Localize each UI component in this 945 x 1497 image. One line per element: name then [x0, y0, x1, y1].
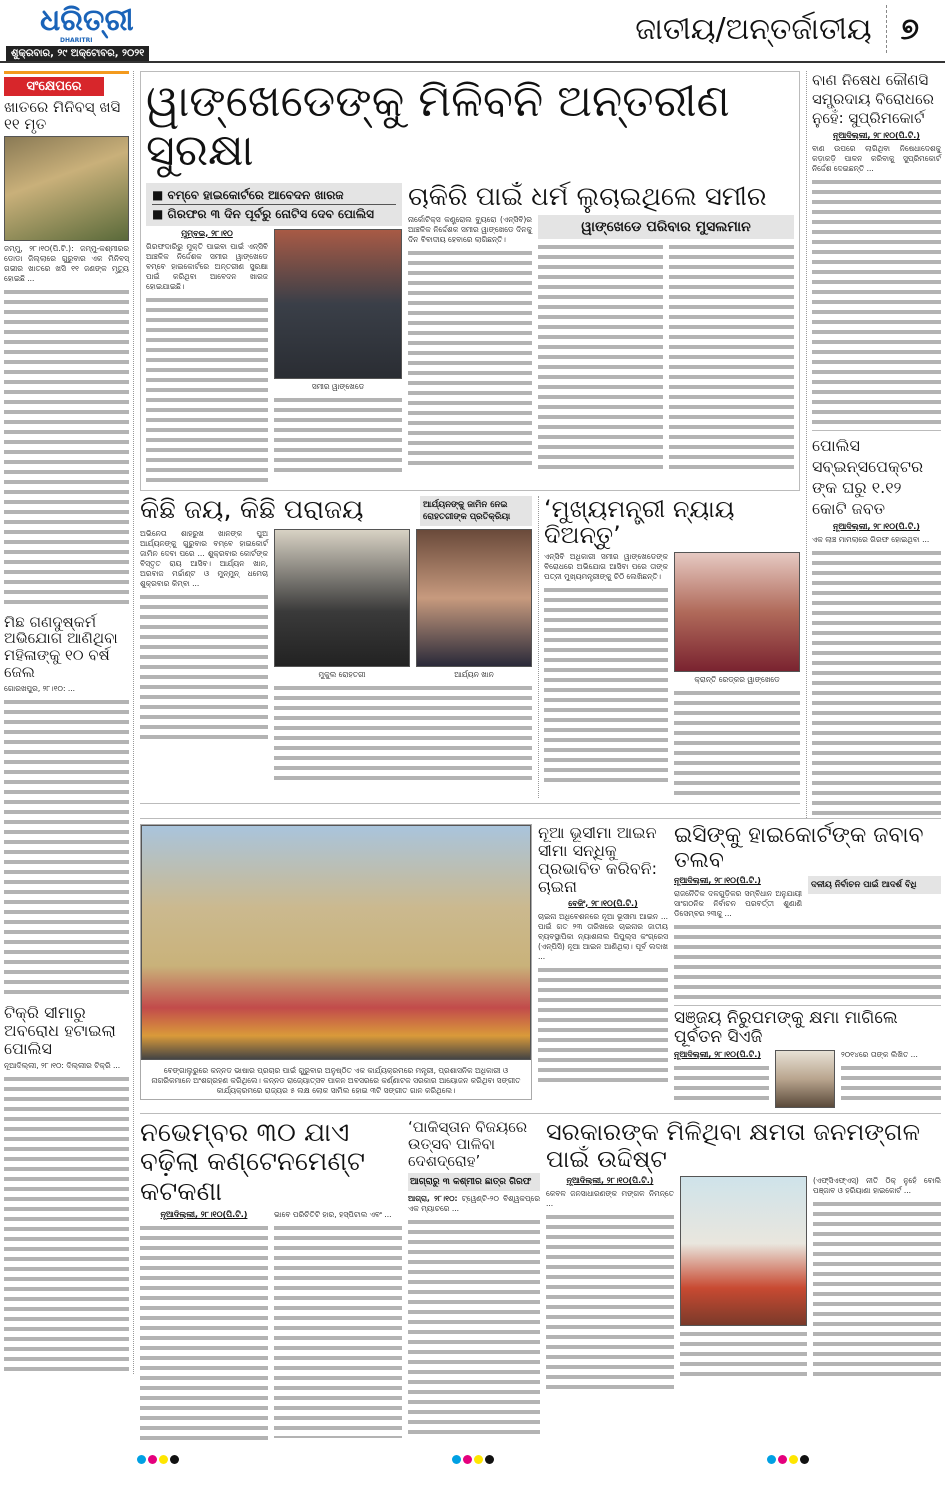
- nirupam-headline: ସଞ୍ଜୟ ନିରୁପମଙ୍କୁ କ୍ଷମା ମାଗିଲେ ପୂର୍ବତନ ସିଏଜି: [674, 1008, 898, 1048]
- cash-lede: ଏକ ଲାଞ୍ଚ ମାମଲାରେ ଗିରଫ ହୋଇଥିବା ...: [812, 535, 930, 544]
- masthead: [0, 0, 945, 63]
- registration-dot: [170, 1455, 179, 1464]
- sc-headline: ସରକାରଙ୍କ ମିଳିଥିବା କ୍ଷମତା ଜନମଙ୍ଗଳ ପାଇଁ ଉଦ୍ଦିଷ୍ଟ: [546, 1118, 920, 1174]
- aryan-caption: ଆର୍ଯ୍ୟନ ଖାନ: [454, 669, 494, 679]
- aryan-tag: ଆର୍ଯ୍ୟନଙ୍କୁ ଜାମିନ ନେଇ ରୋହତଗୀଙ୍କ ପ୍ରତିକ୍ରିୟା: [420, 496, 532, 526]
- bengaluru-caption: ବେଙ୍ଗାଲୁରୁରେ କନ୍ନଡ ଭାଷାର ପ୍ରଚାର ପାଇଁ ଗୁରୁବାର ଅନୁଷ୍ଠିତ ଏକ କାର୍ଯ୍ୟକ୍ରମରେ ମନ୍ତ୍ରୀ, ପ୍ରଶାସନିକ ଅଧିକାରୀ ଓ ନାଗରିକମାନେ ଅଂଶଗ୍ରହଣ କରିଥିଲେ। କନ୍ନଡ ରାଜ୍ୟୋତ୍ସବ ପାଳନ ଅବସରରେ କର୍ଣ୍ଣାଟକ ସରକାର ଆୟୋଜନ କରିଥିବା ସଙ୍ଗୀତ କାର୍ଯ୍ୟକ୍ରମରେ ରାଜ୍ୟର ୫ ଲକ୍ଷ ଲୋକ ସାମିଲ ହୋଇ ୩ଟି ସଙ୍ଗୀତ ଗାନ କରିଥିଲେ।: [151, 1066, 521, 1095]
- brief-headline-2: ମିଛ ଗଣଦୁଷ୍କର୍ମ ଅଭିଯୋଗ ଆଣିଥିବା ମହିଳାଙ୍କୁ ୧୦ ବର୍ଷ ଜେଲ: [4, 612, 118, 681]
- registration-dot: [789, 1455, 798, 1464]
- sc-lede-2: (ଏଫ୍‌ସିଏଫ୍‌ଏସ୍) ନୀତି ଠିକ୍ ନୁହେଁ ବୋଲି ପଞ୍ଜାବ ଓ ହରିୟାଣା ହାଇକୋର୍ଟ ...: [813, 1176, 941, 1196]
- aryan-lede: ଅଭିନେତା ଶାହରୁଖ ଖାନଙ୍କ ପୁଅ ଆର୍ଯ୍ୟନଙ୍କୁ ଗୁରୁବାର ବମ୍ବେ ହାଇକୋର୍ଟ ଜାମିନ ଦେବା ପରେ ... ଶୁକ୍ରବାର କୋର୍ଟଙ୍କ ବିସ୍ତୃତ ରାୟ ଆସିବ। ଆର୍ଯ୍ୟନ ଖାନ, ଅରବାଜ ମର୍ଚ୍ଚାଣ୍ଟ ଓ ମୁନ୍‌ମୁନ୍ ଧମେଚା ଶୁକ୍ରବାର କିମ୍ବା ...: [140, 528, 268, 588]
- bengaluru-photo-box: [140, 824, 532, 1100]
- brief-headline-3: ଟିକ୍ରି ସୀମାରୁ ଅବରୋଧ ହଟାଇଲା ପୋଲିସ: [4, 1002, 116, 1058]
- registration-dot: [452, 1455, 461, 1464]
- lead-subheads: [146, 183, 402, 226]
- pak-dateline: ଆଗ୍ରା, ୨୮।୧୦:: [408, 1193, 458, 1203]
- registration-dot: [148, 1455, 157, 1464]
- registration-dot: [767, 1455, 776, 1464]
- china-headline: ନୂଆ ଭୂସୀମା ଆଇନ ସୀମା ସନ୍ଧିକୁ ପ୍ରଭାବିତ କରିବନି: ଚାଇନା: [538, 823, 658, 896]
- firecracker-story: [812, 71, 941, 427]
- pak-headline: ‘ପାକିସ୍ତାନ ବିଜୟରେ ଉତ୍ସବ ପାଳିବା ଦେଶଦ୍ରୋହ’: [408, 1118, 528, 1170]
- sc-lede: କେବଳ ଜନସାଧାରଣଙ୍କ ମଙ୍ଗଳ ନିମନ୍ତେ ...: [546, 1189, 674, 1209]
- kranti-photo: [674, 552, 800, 672]
- ec-dateline: ନୂଆଦିଲ୍ଲୀ, ୨୮।୧୦(ପି.ଟି.): [674, 876, 761, 886]
- bus-accident-photo: [4, 136, 129, 241]
- brief-lede-1: ଜମ୍ମୁ, ୨୮।୧୦(ପି.ଟି.): ଜମ୍ମୁ-କଶ୍ମୀରର ଡୋଡା ଜିଲ୍ଲାରେ ଗୁରୁବାର ଏକ ମିନିବସ୍ ଗଭୀର ଖାତରେ ଖସି ୧୧ ଜଣଙ୍କ ମୃତ୍ୟୁ ହୋଇଛି ...: [4, 243, 129, 283]
- registration-dot: [778, 1455, 787, 1464]
- firecracker-lede: ବାଣ ଉପରେ ଲାଗିଥିବା ନିଷେଧାଦେଶକୁ କଡ଼ାକଡ଼ି ପାଳନ କରିବାକୁ ସୁପ୍ରିମକୋର୍ଟ ନିର୍ଦ୍ଦେଶ ଦେଇଛନ୍ତି ...: [812, 144, 941, 173]
- ec-lede: ରାଜନୈତିକ ଦଳଗୁଡ଼ିକର ସମ୍ବିଧାନ ଅନୁଯାୟୀ ସାଂଗଠନିକ ନିର୍ବାଚନ ପରବର୍ତ୍ତୀ ଶୁଣାଣି ଡିସେମ୍ବର ୨୩କୁ ...: [674, 889, 802, 919]
- covid-headline: ନଭେମ୍ବର ୩୦ ଯାଏ ବଢ଼ିଲା କଣ୍ଟେନମେଣ୍ଟ କଟକଣା: [140, 1118, 366, 1207]
- aryan-photo: [416, 529, 532, 667]
- logo-sub: DHARITRI: [60, 37, 93, 44]
- kranti-lede: ଏନ୍‌ସିବି ଅଧିକାରୀ ସମୀର ୱାଙ୍ଖେଡେଙ୍କ ବିରୋଧରେ ଅଭିଯୋଗ ଆସିବା ପରେ ତାଙ୍କ ପତ୍ନୀ ମୁଖ୍ୟମନ୍ତ୍ରୀଙ୍କୁ ଚିଠି ଲେଖିଛନ୍ତି।: [544, 552, 668, 582]
- pak-story: [408, 1119, 540, 1436]
- firecracker-headline: ବାଣ ନିଷେଧ କୌଣସି ସମ୍ପ୍ରଦାୟ ବିରୋଧରେ ନୁହେଁ: ସୁପ୍ରିମକୋର୍ଟ: [812, 71, 934, 127]
- sameer-lede: ନାର୍କୋଟିକ୍ସ କଣ୍ଟ୍ରୋଲ ବ୍ୟୁରୋ (ଏନ୍‌ସିବି)ର ଆଞ୍ଚଳିକ ନିର୍ଦ୍ଦେଶକ ସମୀର ୱାଙ୍ଖେଡେ ଦିନକୁ ଦିନ ବିବାଦୀୟ ହେବାରେ ଲାଗିଛନ୍ତି।: [408, 214, 532, 244]
- nirupam-story: [674, 1005, 941, 1108]
- brief-lede-2: ଗୋରଖପୁର, ୨୮।୧୦: ...: [4, 683, 76, 693]
- subhead-1: ■ ବମ୍ବେ ହାଇକୋର୍ଟରେ ଆବେଦନ ଖାରଜ: [152, 187, 344, 202]
- aryan-headline: କିଛି ଜୟ, କିଛି ପରାଜୟ: [140, 494, 364, 525]
- subhead-2: ■ ଗିରଫର ୩ ଦିନ ପୂର୍ବରୁ ନୋଟିସ ଦେବ ପୋଲିସ: [152, 204, 396, 223]
- kranti-caption: କ୍ରାନ୍ତି ରେଡ୍‌କର ୱାଙ୍ଖେଡେ: [694, 675, 780, 685]
- registration-dot: [800, 1455, 809, 1464]
- lead-lede: ଗିରଫଦାରିରୁ ମୁକ୍ତି ପାଇବା ପାଇଁ ଏନ୍‌ସିବି ଆଞ୍ଚଳିକ ନିର୍ଦ୍ଦେଶକ ସମୀର ୱାଙ୍ଖେଡେ ବମ୍ବେ ହାଇକୋର୍ଟରେ ଅନ୍ତରୀଣ ସୁରକ୍ଷା ପାଇଁ କରିଥିବା ଆବେଦନ ଖାରଜ ହୋଇଯାଇଛି।: [146, 241, 268, 291]
- covid-lede: ଭାବେ ପରିଚିତିଟି ହାର, ହସ୍ପିଟାଲ ଏବଂ ...: [274, 1209, 392, 1219]
- registration-dot: [463, 1455, 472, 1464]
- section-title: ଜାତୀୟ/ଅନ୍ତର୍ଜାତୀୟ: [635, 11, 872, 47]
- ec-headline: ଇସିଙ୍କୁ ହାଇକୋର୍ଟଙ୍କ ଜବାବ ତଲବ: [674, 823, 924, 873]
- vidhana-soudha-photo: [141, 825, 531, 1060]
- registration-dot: [474, 1455, 483, 1464]
- sameer-caption: ସମୀର ୱାଙ୍ଖେଡେ: [311, 381, 365, 391]
- cash-headline: ପୋଲିସ ସବ୍‌ଇନ୍‌ସପେକ୍ଟରଙ୍କ ଘରୁ ୧.୧୨ କୋଟି ଜବତ: [812, 436, 924, 518]
- china-lede: ଚାଇନା ଅଧିବେଶନରେ ନୂଆ ଭୂସୀମା ଆଇନ ... ପାଇଁ ଗତ ୨୩ ତାରିଖରେ ଚାଇନାର ଜାତୀୟ ବ୍ୟବସ୍ଥାପିକା ନ୍ୟାଶନାଲ ପିପୁଲ୍ସ କଂଗ୍ରେସ (ଏନ୍‌ପିସି) ନୂଆ ଆଇନ ଆଣିଥିଲା। ପୂର୍ବ ଲଦାଖ ...: [538, 911, 668, 961]
- registration-marks: [0, 1449, 945, 1463]
- sameer-box: ୱାଙ୍ଖେଡେ ପରିବାର ମୁସଲମାନ: [538, 215, 794, 239]
- sc-dateline: ନୂଆଦିଲ୍ଲୀ, ୨୮।୧୦(ପି.ଟି.): [566, 1176, 654, 1186]
- registration-dot: [485, 1455, 494, 1464]
- supreme-court-photo: [680, 1176, 807, 1326]
- pak-lede: ଟ୍ୱେଣ୍ଟି-୨୦ ବିଶ୍ୱକପ୍‌ରେ ଏକ ମ୍ୟାଚରେ ...: [408, 1193, 540, 1213]
- nirupam-dateline: ନୂଆଦିଲ୍ଲୀ, ୨୮।୧୦(ପି.ଟି.): [674, 1050, 761, 1060]
- sameer-photo: [274, 229, 402, 379]
- nirupam-lede: ୨୦୧୪ରେ ତାଙ୍କ ଲିଖିତ ...: [841, 1050, 918, 1060]
- firecracker-dateline: ନୂଆଦିଲ୍ଲୀ, ୨୮।୧୦(ପି.ଟି.): [833, 131, 920, 140]
- cash-dateline: ନୂଆଦିଲ୍ଲୀ, ୨୮।୧୦(ପି.ଟି.): [833, 522, 920, 531]
- china-dateline: ବେଜିଂ, ୨୮।୧୦(ପି.ଟି.): [568, 898, 638, 908]
- registration-dot: [137, 1455, 146, 1464]
- lead-headline: ୱାଙ୍ଖେଡେଙ୍କୁ ମିଳିବନି ଅନ୍ତରୀଣ ସୁରକ୍ଷା: [146, 76, 730, 177]
- logo: ଧରିତ୍ରୀ: [40, 3, 134, 38]
- cash-story: [812, 430, 941, 818]
- ec-story: [674, 824, 941, 1002]
- aryan-story: [140, 496, 532, 783]
- china-story: [538, 824, 668, 1085]
- sc-story: [546, 1119, 941, 1392]
- lead-dateline: ମୁମ୍ବଇ, ୨୮।୧୦: [181, 228, 233, 238]
- rohatgi-caption: ମୁକୁଲ ରୋହତଗୀ: [318, 669, 366, 679]
- registration-dot: [159, 1455, 168, 1464]
- rohatgi-photo: [274, 529, 410, 667]
- brief-label: ସଂକ୍ଷେପରେ: [4, 77, 104, 96]
- former-cag-photo: [775, 1050, 835, 1108]
- page-number: ୭: [900, 11, 919, 47]
- sameer-headline: ଚାକିରି ପାଇଁ ଧର୍ମ ଲୁଚାଇଥିଲେ ସମୀର: [408, 181, 767, 212]
- brief-column: [4, 71, 134, 1374]
- ec-box: ଦଳୀୟ ନିର୍ବାଚନ ପାଇଁ ଆଦର୍ଶ ବିଧି: [808, 876, 941, 894]
- issue-date: ଶୁକ୍ରବାର, ୨୯ ଅକ୍ଟୋବର, ୨୦୨୧: [6, 46, 149, 61]
- kranti-headline: ‘ମୁଖ୍ୟମନ୍ତ୍ରୀ ନ୍ୟାୟ ଦିଅନ୍ତୁ’: [544, 494, 735, 550]
- brief-lede-3: ନୂଆଦିଲ୍ଲୀ, ୨୮।୧୦: ଦିଲ୍ଲୀର ଟିକ୍ରି ...: [4, 1060, 121, 1070]
- lead-story: [140, 71, 800, 491]
- covid-dateline: ନୂଆଦିଲ୍ଲୀ, ୨୮।୧୦(ପି.ଟି.): [160, 1209, 248, 1219]
- brief-headline-1: ଖାତରେ ମିନିବସ୍ ଖସି ୧୧ ମୃତ: [4, 98, 121, 133]
- pak-box: ଆଗ୍ରାରୁ ୩ କଶ୍ମୀର ଛାତ୍ର ଗିରଫ: [408, 1173, 540, 1191]
- covid-story: [140, 1119, 402, 1442]
- kranti-story: [538, 496, 800, 799]
